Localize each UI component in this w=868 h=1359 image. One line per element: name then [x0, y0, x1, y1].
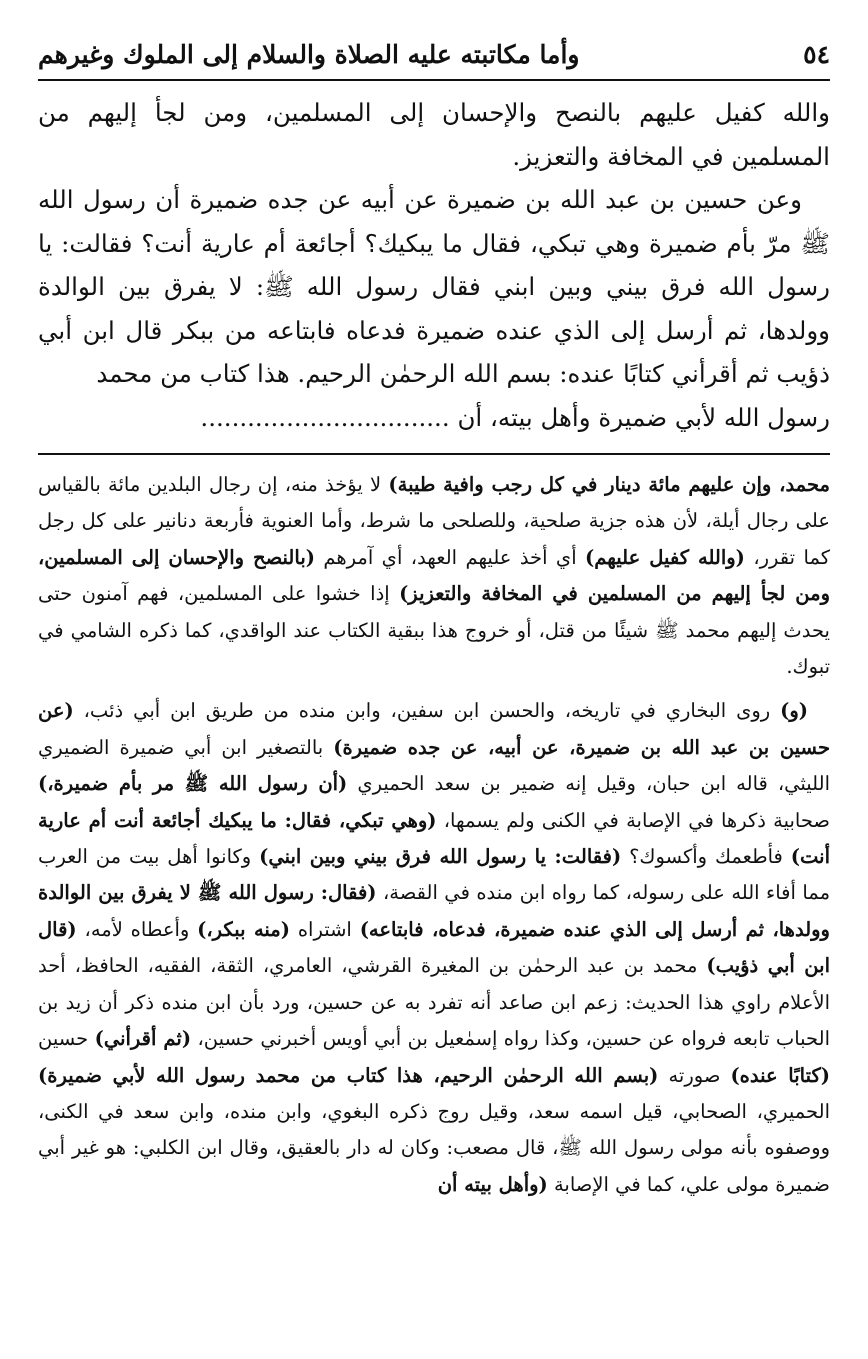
- continuation-dots: ................................: [200, 402, 450, 432]
- commentary-quoted-text: (بسم الله الرحمٰن الرحيم، هذا كتاب من محمد رسول الله لأبي ضميرة): [38, 1063, 659, 1087]
- main-paragraph-continuation: [38, 396, 830, 440]
- commentary-text: فأطعمك وأكسوك؟: [621, 845, 791, 869]
- commentary-text: اشتراه: [289, 917, 360, 941]
- commentary-quoted-text: (وهي تبكي، فقال: ما يبكيك أجائعة أنت أم عارية أنت): [38, 808, 830, 869]
- commentary-quoted-text: (قال ابن أبي ذؤيب): [38, 917, 830, 978]
- commentary-text: صحابية ذكرها في الإصابة في الكنى ولم يسمها،: [436, 808, 830, 832]
- commentary-text: الحميري، الصحابي، قيل اسمه سعد، وقيل روج ذكره البغوي، وابن منده، وابن سعد في الكنى، ووصفوه بأنه مولى رسول الله ﷺ، قال مصعب: وكان له دار بالعقيق، وقال ابن الكلبي: هو غير أبي ضميرة مولى علي، كما في الإصابة: [38, 1099, 830, 1196]
- main-last-line: رسول الله لأبي ضميرة وأهل بيته، أن: [457, 402, 830, 432]
- page-header: [38, 40, 830, 69]
- commentary-text: بالتصغير ابن أبي ضميرة الضميري الليثي، قاله ابن حبان، وقيل إنه ضمير بن سعد الحميري: [38, 735, 830, 796]
- main-text: [38, 91, 830, 439]
- main-paragraph-1: والله كفيل عليهم بالنصح والإحسان إلى المسلمين، ومن لجأ إليهم من المسلمين في المخافة والتعزيز.: [38, 98, 830, 171]
- commentary-text: وأعطاه لأمه،: [76, 917, 198, 941]
- commentary-quoted-text: (عن حسين بن عبد الله بن ضميرة، عن أبيه، عن جده ضميرة): [38, 699, 831, 759]
- commentary-quoted-text: (ثم أقرأني): [94, 1027, 192, 1051]
- header-divider: [38, 79, 830, 81]
- commentary-quoted-text: (وأهل بيته أن: [437, 1172, 548, 1196]
- commentary-quoted-text: (بالنصح والإحسان إلى المسلمين، ومن لجأ إليهم من المسلمين في المخافة والتعزيز): [38, 545, 830, 606]
- main-paragraph-2: وعن حسين بن عبد الله بن ضميرة عن أبيه عن جده ضميرة أن رسول الله ﷺ مرّ بأم ضميرة وهي تبكي، فقال ما يبكيك؟ أجائعة أم عارية أنت؟ فقالت: يا رسول الله فرق بيني وبين ابني فقال رسول الله ﷺ: لا يفرق بين الوالدة وولدها، ثم أرسل إلى الذي عنده ضميرة فدعاه فابتاعه من ببكر قال ابن أبي ذؤيب ثم أقرأني كتابًا عنده: بسم الله الرحمٰن الرحيم. هذا كتاب من محمد: [38, 185, 830, 388]
- commentary-text: إذا خشوا على المسلمين، فهم آمنون حتى يحدث إليهم محمد ﷺ شيئًا من قتل، أو خروج هذا ببقية الكتاب عند الواقدي، كما ذكره الشامي في تبوك.: [38, 582, 830, 679]
- commentary-text: محمد بن عبد الرحمٰن بن المغيرة القرشي، العامري، الثقة، الفقيه، الحافظ، أحد الأعلام راوي هذا الحديث: زعم ابن صاعد أنه تفرد به عن حسين، ورد بأن ابن منده ذكر أن زيد بن الحباب تابعه فرواه عن حسين، وكذا رواه إسمٰعيل بن أبي أويس أخبرني حسين،: [38, 954, 830, 1051]
- commentary-quoted-text: (و): [780, 699, 808, 723]
- commentary-text: أي أخذ عليهم العهد، أي آمرهم: [314, 545, 586, 569]
- commentary-paragraph-2: [38, 693, 830, 1203]
- commentary-quoted-text: (منه ببكر،): [197, 917, 290, 941]
- commentary-quoted-text: (أن رسول الله ﷺ مر بأم ضميرة،): [38, 772, 348, 796]
- commentary-quoted-text: (فقال: رسول الله ﷺ لا يفرق بين الوالدة وولدها، ثم أرسل إلى الذي عنده ضميرة، فدعاه، فابتاعه): [38, 881, 830, 941]
- commentary: [38, 467, 830, 1203]
- page-number: ٥٤: [803, 40, 830, 69]
- running-title: وأما مكاتبته عليه الصلاة والسلام إلى الملوك وغيرهم: [38, 40, 580, 69]
- commentary-text: وكانوا أهل بيت من العرب مما أفاء الله على رسوله، كما رواه ابن منده في القصة،: [38, 845, 831, 905]
- text-commentary-divider: [38, 453, 830, 455]
- commentary-quoted-text: محمد، وإن عليهم مائة دينار في كل رجب وافية طيبة): [388, 473, 830, 496]
- commentary-text: لا يؤخذ منه، إن رجال البلدين مائة بالقياس على رجال أيلة، لأن هذه جزية صلحية، وللصلحى ما شرط، وأما العنوية فأربعة دنانير على كل رجل كما تقرر،: [38, 473, 830, 569]
- commentary-paragraph-1: [38, 467, 830, 685]
- commentary-text: صورته: [658, 1063, 731, 1087]
- commentary-quoted-text: (والله كفيل عليهم): [585, 545, 745, 569]
- commentary-text: حسين: [38, 1027, 95, 1051]
- commentary-quoted-text: (فقالت: يا رسول الله فرق بيني وبين ابني): [259, 845, 622, 869]
- commentary-quoted-text: (كتابًا عنده): [730, 1063, 831, 1087]
- commentary-text: روى البخاري في تاريخه، والحسن ابن سفين، وابن منده من طريق ابن أبي ذئب،: [73, 699, 781, 723]
